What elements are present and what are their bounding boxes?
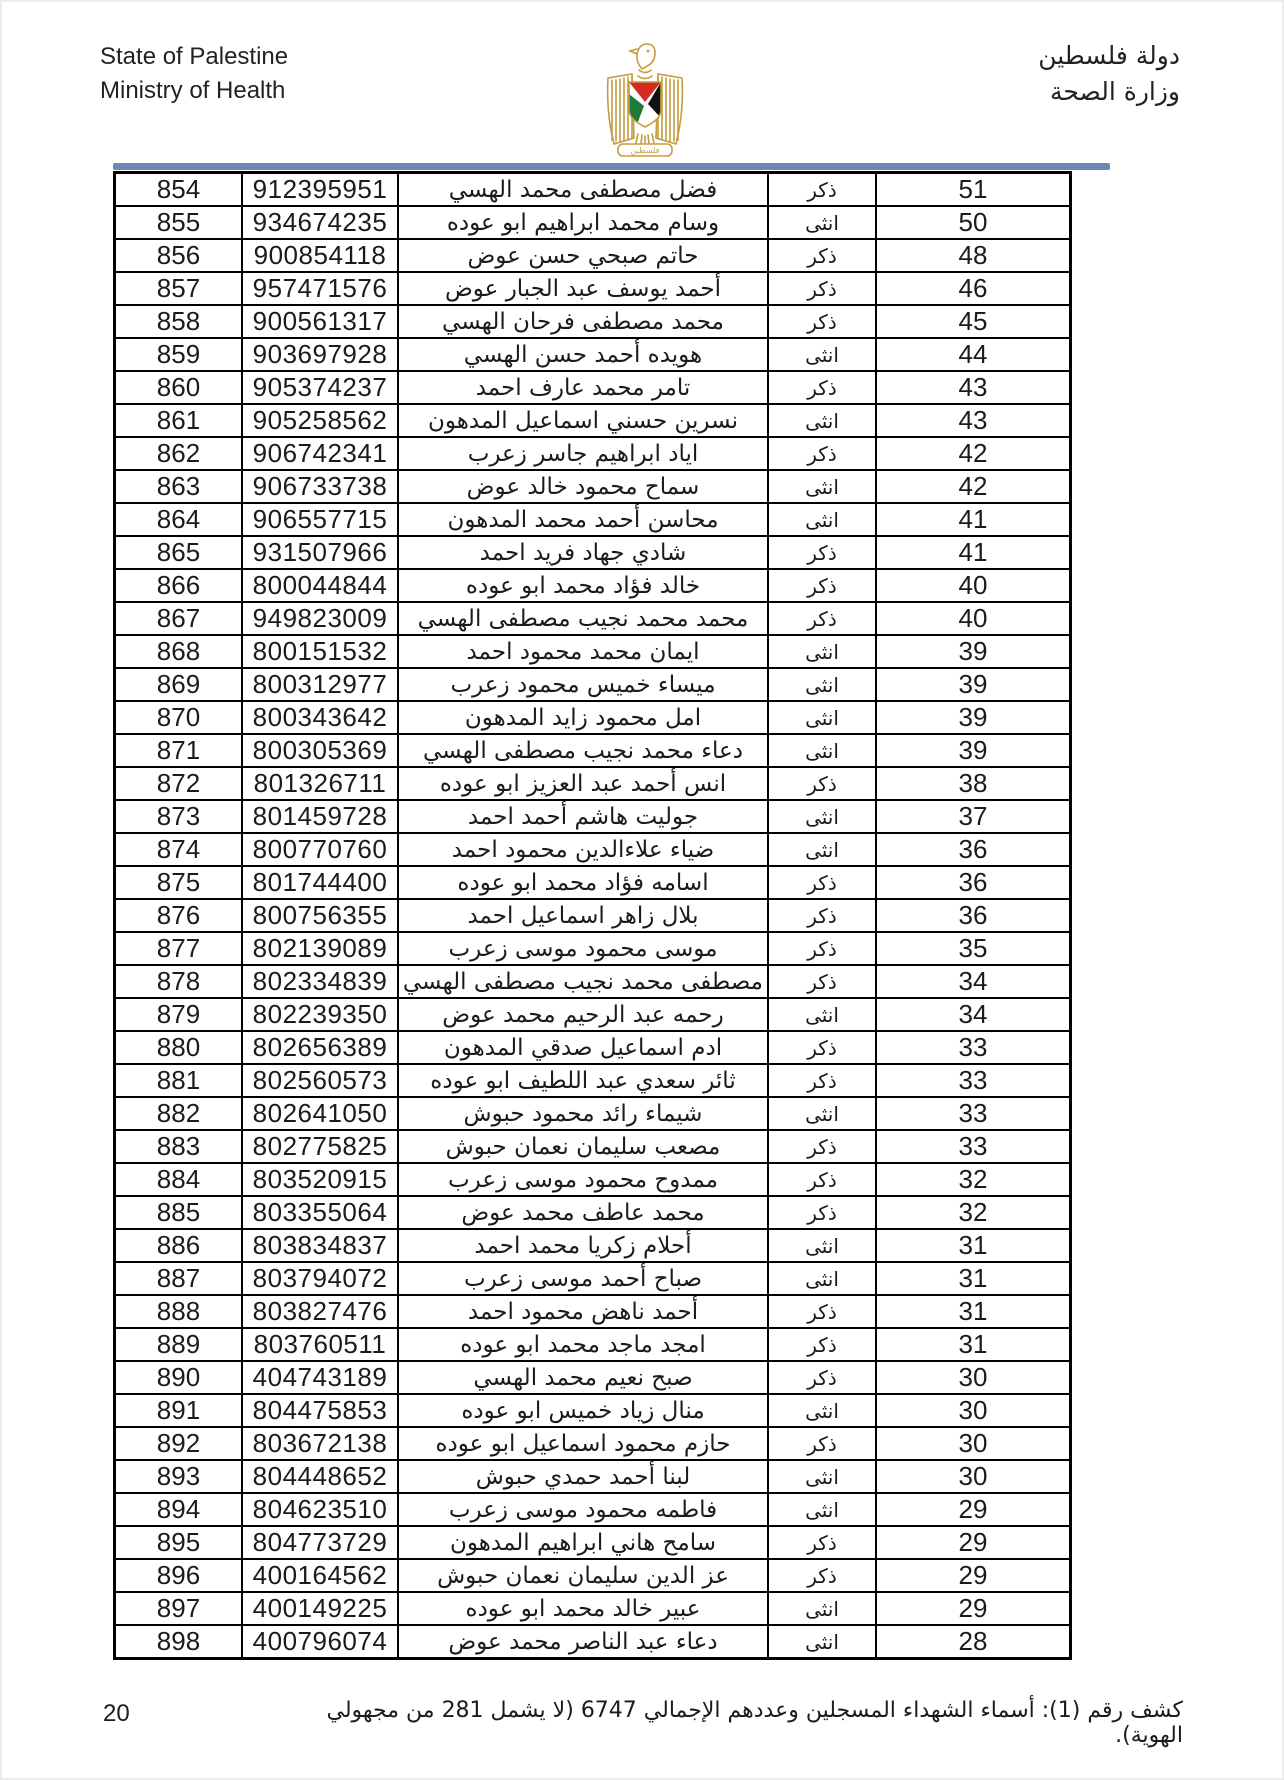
id-number-cell: 800305369 bbox=[242, 734, 398, 767]
serial-cell: 892 bbox=[115, 1427, 243, 1460]
serial-cell: 876 bbox=[115, 899, 243, 932]
gender-cell: ذكر bbox=[768, 1295, 876, 1328]
records-body bbox=[115, 173, 1071, 1659]
gender-cell: ذكر bbox=[768, 173, 876, 207]
name-cell: تامر محمد عارف احمد bbox=[398, 371, 768, 404]
name-cell: محاسن أحمد محمد المدهون bbox=[398, 503, 768, 536]
age-cell: 31 bbox=[876, 1328, 1071, 1361]
table-row bbox=[115, 239, 1071, 272]
id-number-cell: 802334839 bbox=[242, 965, 398, 998]
id-number-cell: 949823009 bbox=[242, 602, 398, 635]
table-row bbox=[115, 1097, 1071, 1130]
id-number-cell: 931507966 bbox=[242, 536, 398, 569]
id-number-cell: 905258562 bbox=[242, 404, 398, 437]
serial-cell: 879 bbox=[115, 998, 243, 1031]
gender-cell: ذكر bbox=[768, 1427, 876, 1460]
gender-cell: ذكر bbox=[768, 932, 876, 965]
serial-cell: 889 bbox=[115, 1328, 243, 1361]
gender-cell: انثى bbox=[768, 206, 876, 239]
table-row bbox=[115, 1064, 1071, 1097]
age-cell: 44 bbox=[876, 338, 1071, 371]
id-number-cell: 906742341 bbox=[242, 437, 398, 470]
age-cell: 32 bbox=[876, 1163, 1071, 1196]
age-cell: 30 bbox=[876, 1394, 1071, 1427]
name-cell: وسام محمد ابراهيم ابو عوده bbox=[398, 206, 768, 239]
gender-cell: ذكر bbox=[768, 305, 876, 338]
id-number-cell: 903697928 bbox=[242, 338, 398, 371]
table-row bbox=[115, 800, 1071, 833]
age-cell: 34 bbox=[876, 965, 1071, 998]
gender-cell: انثى bbox=[768, 1394, 876, 1427]
id-number-cell: 802560573 bbox=[242, 1064, 398, 1097]
serial-cell: 854 bbox=[115, 173, 243, 207]
name-cell: دعاء عبد الناصر محمد عوض bbox=[398, 1625, 768, 1659]
table-row bbox=[115, 965, 1071, 998]
serial-cell: 861 bbox=[115, 404, 243, 437]
name-cell: أحمد يوسف عبد الجبار عوض bbox=[398, 272, 768, 305]
serial-cell: 885 bbox=[115, 1196, 243, 1229]
age-cell: 34 bbox=[876, 998, 1071, 1031]
name-cell: ايمان محمد محمود احمد bbox=[398, 635, 768, 668]
serial-cell: 856 bbox=[115, 239, 243, 272]
gender-cell: ذكر bbox=[768, 1559, 876, 1592]
table-row bbox=[115, 1196, 1071, 1229]
id-number-cell: 803520915 bbox=[242, 1163, 398, 1196]
gender-cell: انثى bbox=[768, 1460, 876, 1493]
serial-cell: 872 bbox=[115, 767, 243, 800]
state-title-ar: دولة فلسطين bbox=[1038, 41, 1180, 70]
table-row bbox=[115, 404, 1071, 437]
gender-cell: ذكر bbox=[768, 1361, 876, 1394]
table-row bbox=[115, 701, 1071, 734]
emblem-banner-text: فلسطين bbox=[630, 146, 660, 155]
name-cell: سماح محمود خالد عوض bbox=[398, 470, 768, 503]
gender-cell: ذكر bbox=[768, 1031, 876, 1064]
page-number: 20 bbox=[103, 1700, 130, 1727]
serial-cell: 862 bbox=[115, 437, 243, 470]
serial-cell: 894 bbox=[115, 1493, 243, 1526]
name-cell: لبنا أحمد حمدي حبوش bbox=[398, 1460, 768, 1493]
table-row bbox=[115, 734, 1071, 767]
age-cell: 33 bbox=[876, 1130, 1071, 1163]
table-row bbox=[115, 602, 1071, 635]
name-cell: مصعب سليمان نعمان حبوش bbox=[398, 1130, 768, 1163]
id-number-cell: 400149225 bbox=[242, 1592, 398, 1625]
age-cell: 41 bbox=[876, 536, 1071, 569]
id-number-cell: 803794072 bbox=[242, 1262, 398, 1295]
gender-cell: انثى bbox=[768, 1625, 876, 1659]
serial-cell: 867 bbox=[115, 602, 243, 635]
gender-cell: ذكر bbox=[768, 437, 876, 470]
age-cell: 42 bbox=[876, 470, 1071, 503]
gender-cell: ذكر bbox=[768, 1064, 876, 1097]
age-cell: 40 bbox=[876, 569, 1071, 602]
id-number-cell: 934674235 bbox=[242, 206, 398, 239]
id-number-cell: 804475853 bbox=[242, 1394, 398, 1427]
gender-cell: ذكر bbox=[768, 767, 876, 800]
gender-cell: ذكر bbox=[768, 371, 876, 404]
serial-cell: 870 bbox=[115, 701, 243, 734]
name-cell: ميساء خميس محمود زعرب bbox=[398, 668, 768, 701]
serial-cell: 891 bbox=[115, 1394, 243, 1427]
age-cell: 35 bbox=[876, 932, 1071, 965]
serial-cell: 897 bbox=[115, 1592, 243, 1625]
name-cell: اياد ابراهيم جاسر زعرب bbox=[398, 437, 768, 470]
name-cell: هويده أحمد حسن الهسي bbox=[398, 338, 768, 371]
table-row bbox=[115, 1328, 1071, 1361]
id-number-cell: 800151532 bbox=[242, 635, 398, 668]
serial-cell: 860 bbox=[115, 371, 243, 404]
table-row bbox=[115, 1460, 1071, 1493]
name-cell: شيماء رائد محمود حبوش bbox=[398, 1097, 768, 1130]
gender-cell: ذكر bbox=[768, 239, 876, 272]
gender-cell: ذكر bbox=[768, 965, 876, 998]
table-row bbox=[115, 635, 1071, 668]
gender-cell: ذكر bbox=[768, 602, 876, 635]
name-cell: امل محمود زايد المدهون bbox=[398, 701, 768, 734]
id-number-cell: 900854118 bbox=[242, 239, 398, 272]
id-number-cell: 400796074 bbox=[242, 1625, 398, 1659]
name-cell: سامح هاني ابراهيم المدهون bbox=[398, 1526, 768, 1559]
age-cell: 36 bbox=[876, 899, 1071, 932]
serial-cell: 855 bbox=[115, 206, 243, 239]
table-row bbox=[115, 932, 1071, 965]
id-number-cell: 906557715 bbox=[242, 503, 398, 536]
name-cell: موسى محمود موسى زعرب bbox=[398, 932, 768, 965]
id-number-cell: 900561317 bbox=[242, 305, 398, 338]
serial-cell: 866 bbox=[115, 569, 243, 602]
name-cell: حازم محمود اسماعيل ابو عوده bbox=[398, 1427, 768, 1460]
age-cell: 36 bbox=[876, 833, 1071, 866]
table-row bbox=[115, 1229, 1071, 1262]
table-row bbox=[115, 305, 1071, 338]
age-cell: 40 bbox=[876, 602, 1071, 635]
gender-cell: انثى bbox=[768, 1262, 876, 1295]
age-cell: 39 bbox=[876, 635, 1071, 668]
age-cell: 31 bbox=[876, 1229, 1071, 1262]
id-number-cell: 803672138 bbox=[242, 1427, 398, 1460]
name-cell: عبير خالد محمد ابو عوده bbox=[398, 1592, 768, 1625]
gender-cell: انثى bbox=[768, 1493, 876, 1526]
id-number-cell: 800044844 bbox=[242, 569, 398, 602]
table-row bbox=[115, 998, 1071, 1031]
age-cell: 50 bbox=[876, 206, 1071, 239]
gender-cell: ذكر bbox=[768, 536, 876, 569]
table-row bbox=[115, 503, 1071, 536]
table-row bbox=[115, 1559, 1071, 1592]
gender-cell: انثى bbox=[768, 338, 876, 371]
gender-cell: انثى bbox=[768, 701, 876, 734]
id-number-cell: 802139089 bbox=[242, 932, 398, 965]
id-number-cell: 802775825 bbox=[242, 1130, 398, 1163]
table-row bbox=[115, 1526, 1071, 1559]
gender-cell: ذكر bbox=[768, 899, 876, 932]
table-row bbox=[115, 338, 1071, 371]
age-cell: 33 bbox=[876, 1064, 1071, 1097]
table-row bbox=[115, 1361, 1071, 1394]
age-cell: 32 bbox=[876, 1196, 1071, 1229]
id-number-cell: 803355064 bbox=[242, 1196, 398, 1229]
age-cell: 48 bbox=[876, 239, 1071, 272]
id-number-cell: 803827476 bbox=[242, 1295, 398, 1328]
name-cell: فضل مصطفى محمد الهسي bbox=[398, 173, 768, 207]
age-cell: 45 bbox=[876, 305, 1071, 338]
serial-cell: 875 bbox=[115, 866, 243, 899]
name-cell: عز الدين سليمان نعمان حبوش bbox=[398, 1559, 768, 1592]
age-cell: 31 bbox=[876, 1295, 1071, 1328]
age-cell: 43 bbox=[876, 404, 1071, 437]
gender-cell: انثى bbox=[768, 1229, 876, 1262]
table-row bbox=[115, 866, 1071, 899]
id-number-cell: 801459728 bbox=[242, 800, 398, 833]
age-cell: 29 bbox=[876, 1526, 1071, 1559]
age-cell: 38 bbox=[876, 767, 1071, 800]
name-cell: منال زياد خميس ابو عوده bbox=[398, 1394, 768, 1427]
table-row bbox=[115, 470, 1071, 503]
footer-note: كشف رقم (1): أسماء الشهداء المسجلين وعددهم الإجمالي 6747 (لا يشمل 281 من مجهولي الهوية). bbox=[326, 1698, 1183, 1748]
name-cell: بلال زاهر اسماعيل احمد bbox=[398, 899, 768, 932]
table-row bbox=[115, 1493, 1071, 1526]
name-cell: أحلام زكريا محمد احمد bbox=[398, 1229, 768, 1262]
serial-cell: 882 bbox=[115, 1097, 243, 1130]
name-cell: دعاء محمد نجيب مصطفى الهسي bbox=[398, 734, 768, 767]
name-cell: ممدوح محمود موسى زعرب bbox=[398, 1163, 768, 1196]
gender-cell: انثى bbox=[768, 734, 876, 767]
age-cell: 39 bbox=[876, 734, 1071, 767]
gender-cell: ذكر bbox=[768, 866, 876, 899]
serial-cell: 868 bbox=[115, 635, 243, 668]
id-number-cell: 800770760 bbox=[242, 833, 398, 866]
table-row bbox=[115, 206, 1071, 239]
gender-cell: ذكر bbox=[768, 1163, 876, 1196]
gender-cell: انثى bbox=[768, 668, 876, 701]
serial-cell: 898 bbox=[115, 1625, 243, 1659]
serial-cell: 896 bbox=[115, 1559, 243, 1592]
age-cell: 51 bbox=[876, 173, 1071, 207]
name-cell: ثائر سعدي عبد اللطيف ابو عوده bbox=[398, 1064, 768, 1097]
eagle-emblem-svg bbox=[592, 40, 698, 160]
age-cell: 39 bbox=[876, 668, 1071, 701]
name-cell: مصطفى محمد نجيب مصطفى الهسي bbox=[398, 965, 768, 998]
age-cell: 46 bbox=[876, 272, 1071, 305]
serial-cell: 881 bbox=[115, 1064, 243, 1097]
id-number-cell: 404743189 bbox=[242, 1361, 398, 1394]
table-row bbox=[115, 1625, 1071, 1659]
header-divider-rule bbox=[113, 163, 1110, 170]
id-number-cell: 906733738 bbox=[242, 470, 398, 503]
id-number-cell: 800756355 bbox=[242, 899, 398, 932]
age-cell: 41 bbox=[876, 503, 1071, 536]
serial-cell: 884 bbox=[115, 1163, 243, 1196]
serial-cell: 887 bbox=[115, 1262, 243, 1295]
table-row bbox=[115, 1031, 1071, 1064]
name-cell: محمد محمد نجيب مصطفى الهسي bbox=[398, 602, 768, 635]
table-row bbox=[115, 833, 1071, 866]
name-cell: أحمد ناهض محمود احمد bbox=[398, 1295, 768, 1328]
gender-cell: ذكر bbox=[768, 1130, 876, 1163]
gender-cell: ذكر bbox=[768, 1526, 876, 1559]
name-cell: حاتم صبحي حسن عوض bbox=[398, 239, 768, 272]
serial-cell: 883 bbox=[115, 1130, 243, 1163]
age-cell: 43 bbox=[876, 371, 1071, 404]
table-row bbox=[115, 1163, 1071, 1196]
id-number-cell: 803760511 bbox=[242, 1328, 398, 1361]
id-number-cell: 801326711 bbox=[242, 767, 398, 800]
gender-cell: انثى bbox=[768, 635, 876, 668]
age-cell: 33 bbox=[876, 1097, 1071, 1130]
serial-cell: 871 bbox=[115, 734, 243, 767]
id-number-cell: 905374237 bbox=[242, 371, 398, 404]
name-cell: شادي جهاد فريد احمد bbox=[398, 536, 768, 569]
id-number-cell: 804773729 bbox=[242, 1526, 398, 1559]
gender-cell: انثى bbox=[768, 800, 876, 833]
id-number-cell: 957471576 bbox=[242, 272, 398, 305]
age-cell: 28 bbox=[876, 1625, 1071, 1659]
serial-cell: 893 bbox=[115, 1460, 243, 1493]
header-english bbox=[100, 40, 288, 108]
gender-cell: ذكر bbox=[768, 1328, 876, 1361]
table-row bbox=[115, 767, 1071, 800]
gender-cell: ذكر bbox=[768, 569, 876, 602]
serial-cell: 886 bbox=[115, 1229, 243, 1262]
name-cell: رحمه عبد الرحيم محمد عوض bbox=[398, 998, 768, 1031]
age-cell: 29 bbox=[876, 1493, 1071, 1526]
gender-cell: انثى bbox=[768, 998, 876, 1031]
table-row bbox=[115, 173, 1071, 207]
gender-cell: ذكر bbox=[768, 1196, 876, 1229]
serial-cell: 895 bbox=[115, 1526, 243, 1559]
table-row bbox=[115, 899, 1071, 932]
name-cell: انس أحمد عبد العزيز ابو عوده bbox=[398, 767, 768, 800]
serial-cell: 864 bbox=[115, 503, 243, 536]
serial-cell: 865 bbox=[115, 536, 243, 569]
header-arabic bbox=[1038, 38, 1180, 110]
table-row bbox=[115, 536, 1071, 569]
gender-cell: انثى bbox=[768, 470, 876, 503]
serial-cell: 874 bbox=[115, 833, 243, 866]
table-row bbox=[115, 1394, 1071, 1427]
name-cell: جوليت هاشم أحمد احمد bbox=[398, 800, 768, 833]
table-row bbox=[115, 1592, 1071, 1625]
name-cell: فاطمه محمود موسى زعرب bbox=[398, 1493, 768, 1526]
table-row bbox=[115, 371, 1071, 404]
table-row bbox=[115, 1262, 1071, 1295]
ministry-title-en: Ministry of Health bbox=[100, 77, 286, 104]
gender-cell: انثى bbox=[768, 503, 876, 536]
age-cell: 30 bbox=[876, 1427, 1071, 1460]
age-cell: 30 bbox=[876, 1361, 1071, 1394]
age-cell: 30 bbox=[876, 1460, 1071, 1493]
age-cell: 31 bbox=[876, 1262, 1071, 1295]
name-cell: نسرين حسني اسماعيل المدهون bbox=[398, 404, 768, 437]
serial-cell: 873 bbox=[115, 800, 243, 833]
age-cell: 29 bbox=[876, 1592, 1071, 1625]
name-cell: محمد عاطف محمد عوض bbox=[398, 1196, 768, 1229]
serial-cell: 859 bbox=[115, 338, 243, 371]
state-title-en: State of Palestine bbox=[100, 43, 289, 70]
serial-cell: 858 bbox=[115, 305, 243, 338]
serial-cell: 877 bbox=[115, 932, 243, 965]
name-cell: ادم اسماعيل صدقي المدهون bbox=[398, 1031, 768, 1064]
martyrs-records-table bbox=[113, 171, 1072, 1660]
serial-cell: 890 bbox=[115, 1361, 243, 1394]
gender-cell: انثى bbox=[768, 404, 876, 437]
serial-cell: 878 bbox=[115, 965, 243, 998]
id-number-cell: 801744400 bbox=[242, 866, 398, 899]
table-row bbox=[115, 569, 1071, 602]
gender-cell: ذكر bbox=[768, 272, 876, 305]
table-row bbox=[115, 668, 1071, 701]
gender-cell: انثى bbox=[768, 1097, 876, 1130]
age-cell: 29 bbox=[876, 1559, 1071, 1592]
name-cell: اسامه فؤاد محمد ابو عوده bbox=[398, 866, 768, 899]
id-number-cell: 802239350 bbox=[242, 998, 398, 1031]
name-cell: امجد ماجد محمد ابو عوده bbox=[398, 1328, 768, 1361]
table-row bbox=[115, 1130, 1071, 1163]
id-number-cell: 804623510 bbox=[242, 1493, 398, 1526]
table-row bbox=[115, 437, 1071, 470]
age-cell: 37 bbox=[876, 800, 1071, 833]
palestine-coat-of-arms-icon bbox=[592, 40, 698, 160]
id-number-cell: 802641050 bbox=[242, 1097, 398, 1130]
id-number-cell: 800343642 bbox=[242, 701, 398, 734]
ministry-title-ar: وزارة الصحة bbox=[1050, 77, 1180, 106]
name-cell: خالد فؤاد محمد ابو عوده bbox=[398, 569, 768, 602]
gender-cell: انثى bbox=[768, 833, 876, 866]
name-cell: صباح أحمد موسى زعرب bbox=[398, 1262, 768, 1295]
name-cell: ضياء علاءالدين محمود احمد bbox=[398, 833, 768, 866]
serial-cell: 880 bbox=[115, 1031, 243, 1064]
table-row bbox=[115, 272, 1071, 305]
gender-cell: انثى bbox=[768, 1592, 876, 1625]
id-number-cell: 400164562 bbox=[242, 1559, 398, 1592]
id-number-cell: 802656389 bbox=[242, 1031, 398, 1064]
name-cell: محمد مصطفى فرحان الهسي bbox=[398, 305, 768, 338]
name-cell: صبح نعيم محمد الهسي bbox=[398, 1361, 768, 1394]
serial-cell: 869 bbox=[115, 668, 243, 701]
age-cell: 42 bbox=[876, 437, 1071, 470]
serial-cell: 888 bbox=[115, 1295, 243, 1328]
age-cell: 33 bbox=[876, 1031, 1071, 1064]
id-number-cell: 912395951 bbox=[242, 173, 398, 207]
age-cell: 36 bbox=[876, 866, 1071, 899]
table-row bbox=[115, 1295, 1071, 1328]
serial-cell: 863 bbox=[115, 470, 243, 503]
id-number-cell: 804448652 bbox=[242, 1460, 398, 1493]
id-number-cell: 803834837 bbox=[242, 1229, 398, 1262]
age-cell: 39 bbox=[876, 701, 1071, 734]
id-number-cell: 800312977 bbox=[242, 668, 398, 701]
table-row bbox=[115, 1427, 1071, 1460]
serial-cell: 857 bbox=[115, 272, 243, 305]
